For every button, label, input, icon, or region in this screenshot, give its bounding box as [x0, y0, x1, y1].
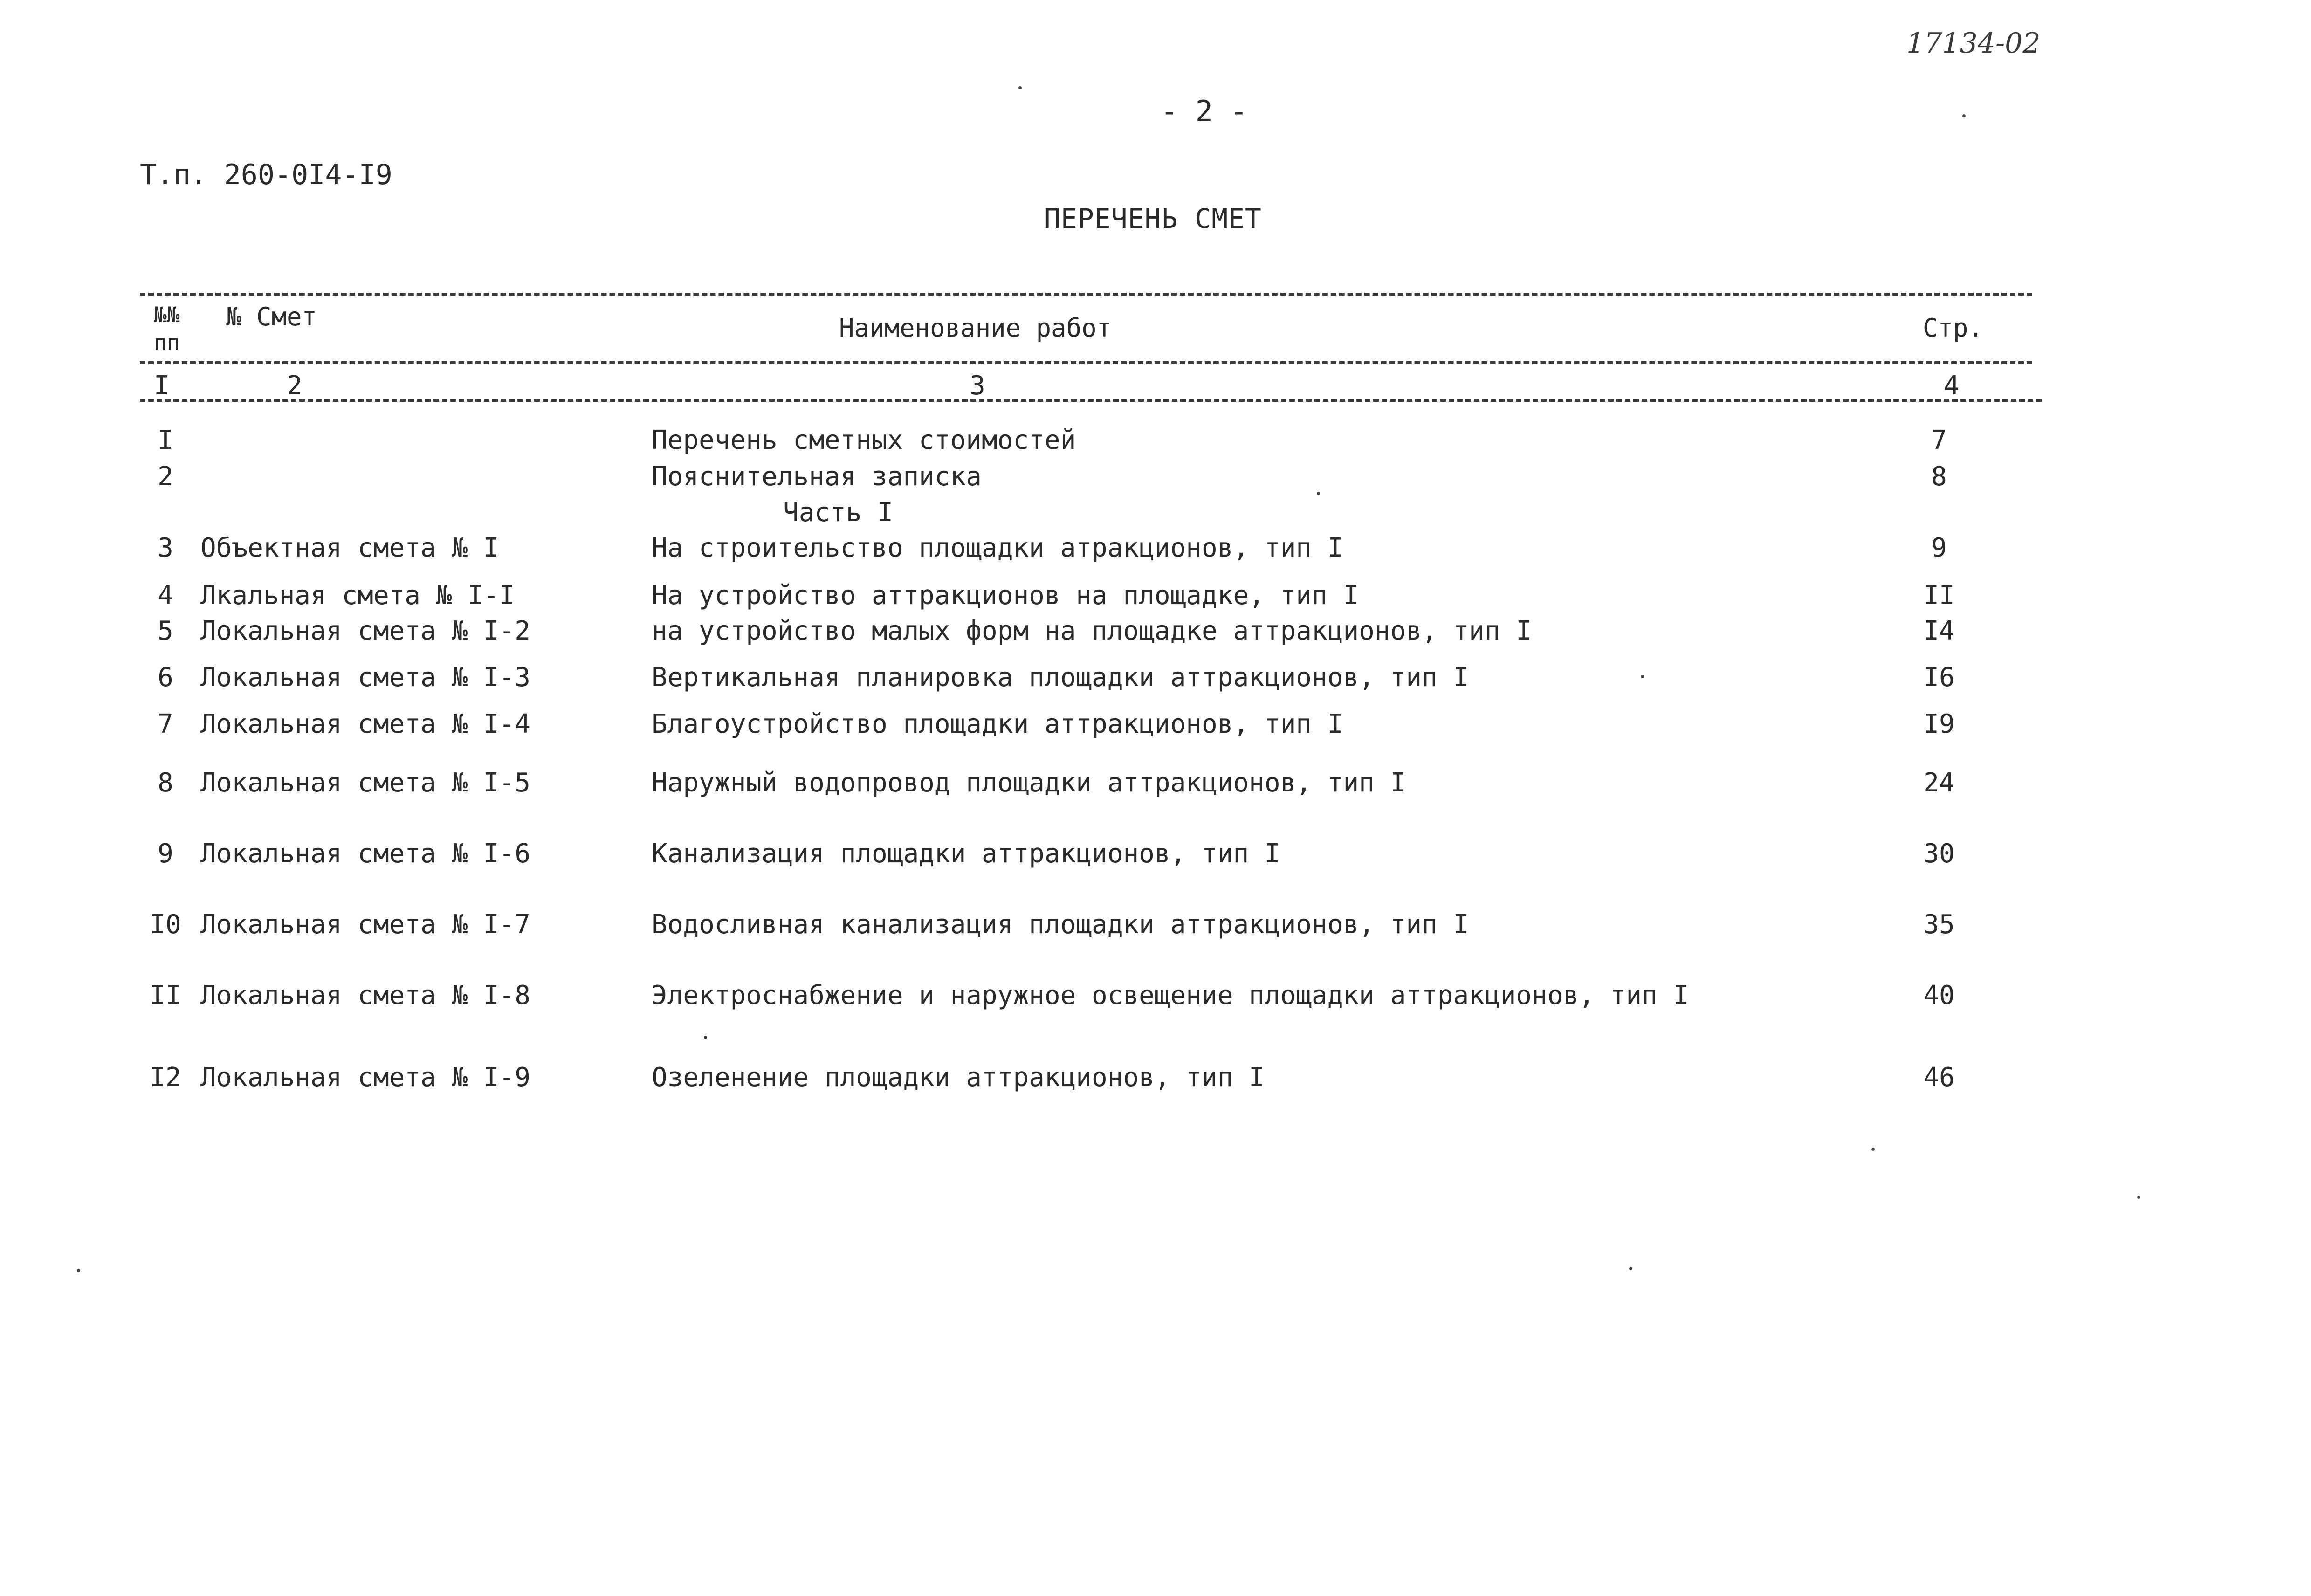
table-header-rule — [140, 361, 2032, 364]
work-name: Электроснабжение и наружное освещение площадки аттракционов, тип I — [652, 980, 1689, 1011]
page-ref: 40 — [1923, 980, 1955, 1011]
scan-speck — [704, 1036, 707, 1039]
column-number-1: I — [154, 371, 170, 401]
work-name: Наружный водопровод площадки аттракционов, тип I — [652, 768, 1406, 798]
row-number: I0 — [150, 909, 181, 940]
estimate-code: Локальная смета № I-8 — [200, 980, 531, 1011]
page-ref: 9 — [1931, 533, 1947, 563]
column-number-2: 2 — [287, 371, 303, 401]
part-label: Часть I — [783, 497, 894, 528]
row-number: 3 — [158, 533, 173, 563]
page-ref: I4 — [1923, 616, 1955, 646]
row-number: 8 — [158, 768, 173, 798]
work-name: Благоустройство площадки аттракционов, тип I — [652, 709, 1343, 739]
column-number-3: 3 — [970, 371, 985, 401]
page-title: ПЕРЕЧЕНЬ СМЕТ — [1044, 203, 1262, 234]
header-col-page: Стр. — [1923, 313, 1984, 343]
work-name: Озеленение площадки аттракционов, тип I — [652, 1062, 1265, 1093]
page-ref: 46 — [1923, 1062, 1955, 1093]
row-number: 7 — [158, 709, 173, 739]
row-number: I2 — [150, 1062, 181, 1093]
scan-speck — [1317, 492, 1320, 495]
header-col-name: Наименование работ — [839, 313, 1112, 343]
scan-speck — [1962, 114, 1966, 117]
page-ref: 35 — [1923, 909, 1955, 940]
estimate-code: Локальная смета № I-5 — [200, 768, 531, 798]
header-col-number-line1: №№ — [154, 302, 180, 327]
work-name: На строительство площадки атракционов, тип I — [652, 533, 1343, 563]
work-name: Перечень сметных стоимостей — [652, 425, 1076, 455]
page-ref: I9 — [1923, 709, 1955, 739]
estimate-code: Локальная смета № I-9 — [200, 1062, 531, 1093]
column-number-4: 4 — [1944, 371, 1960, 401]
row-number: II — [150, 980, 181, 1011]
estimate-code: Лкальная смета № I-I — [200, 580, 515, 611]
scan-speck — [1629, 1267, 1632, 1270]
estimate-code: Локальная смета № I-4 — [200, 709, 531, 739]
estimate-code: Локальная смета № I-3 — [200, 662, 531, 693]
work-name: Пояснительная записка — [652, 461, 982, 492]
scan-speck — [2137, 1196, 2140, 1199]
document-code: Т.п. 260-0I4-I9 — [140, 158, 392, 191]
estimate-code: Объектная смета № I — [200, 533, 499, 563]
page-ref: 24 — [1923, 768, 1955, 798]
row-number: 2 — [158, 461, 173, 492]
estimate-code: Локальная смета № I-2 — [200, 616, 531, 646]
row-number: 4 — [158, 580, 173, 611]
scan-speck — [77, 1269, 80, 1272]
archive-number: 17134-02 — [1906, 27, 2041, 60]
row-number: 6 — [158, 662, 173, 693]
header-col-number-line2: пп — [154, 330, 180, 355]
page-ref: II — [1923, 580, 1955, 611]
row-number: 5 — [158, 616, 173, 646]
page-ref: 8 — [1931, 461, 1947, 492]
scan-speck — [1641, 675, 1644, 678]
table-top-rule — [140, 293, 2032, 296]
page-ref: I6 — [1923, 662, 1955, 693]
table-column-number-rule — [140, 399, 2042, 402]
work-name: Канализация площадки аттракционов, тип I — [652, 839, 1280, 869]
page-number: - 2 - — [1161, 94, 1248, 128]
row-number: I — [158, 425, 173, 455]
page-ref: 7 — [1931, 425, 1947, 455]
work-name: Вертикальная планировка площадки аттракционов, тип I — [652, 662, 1469, 693]
estimate-code: Локальная смета № I-6 — [200, 839, 531, 869]
work-name: Водосливная канализация площадки аттракционов, тип I — [652, 909, 1469, 940]
estimate-code: Локальная смета № I-7 — [200, 909, 531, 940]
work-name: на устройство малых форм на площадке аттракционов, тип I — [652, 616, 1532, 646]
header-col-code: № Смет — [226, 302, 317, 331]
row-number: 9 — [158, 839, 173, 869]
scan-speck — [1018, 86, 1022, 89]
work-name: На устройство аттракционов на площадке, тип I — [652, 580, 1359, 611]
page-ref: 30 — [1923, 839, 1955, 869]
scan-speck — [1871, 1148, 1875, 1151]
